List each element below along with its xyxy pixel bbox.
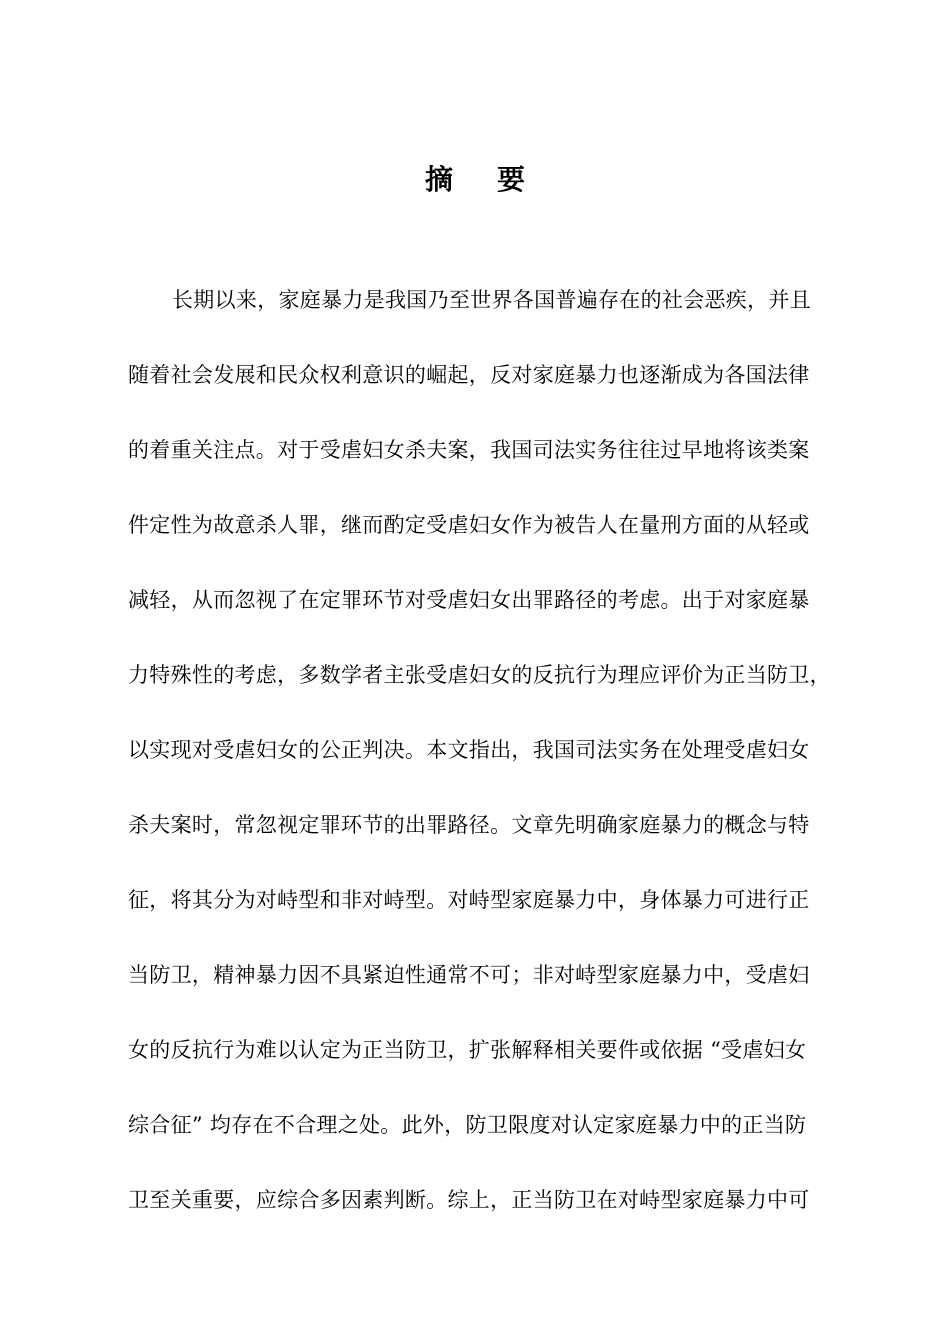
paragraph-line: 综合征” 均存在不合理之处。此外，防卫限度对认定家庭暴力中的正当防 — [128, 1113, 807, 1137]
title-char-2: 要 — [497, 163, 526, 196]
paragraph-line: 力特殊性的考虑，多数学者主张受虐妇女的反抗行为理应评价为正当防卫， — [128, 663, 831, 687]
paragraph-line: 女的反抗行为难以认定为正当防卫，扩张解释相关要件或依据 “受虐妇女 — [128, 1038, 807, 1062]
paragraph-line: 随着社会发展和民众权利意识的崛起，反对家庭暴力也逐渐成为各国法律 — [128, 363, 810, 387]
paragraph-line: 当防卫，精神暴力因不具紧迫性通常不可；非对峙型家庭暴力中，受虐妇 — [128, 963, 810, 987]
paragraph-line: 减轻，从而忽视了在定罪环节对受虐妇女出罪路径的考虑。出于对家庭暴 — [128, 588, 810, 612]
paragraph-line: 杀夫案时，常忽视定罪环节的出罪路径。文章先明确家庭暴力的概念与特 — [128, 813, 810, 837]
page-title — [0, 160, 950, 200]
paragraph-line: 长期以来，家庭暴力是我国乃至世界各国普遍存在的社会恶疾，并且 — [172, 288, 811, 312]
paragraph-line: 以实现对受虐妇女的公正判决。本文指出，我国司法实务在处理受虐妇女 — [128, 738, 810, 762]
abstract-paragraph — [128, 280, 868, 1255]
title-char-1: 摘 — [424, 163, 453, 196]
paragraph-line: 卫至关重要，应综合多因素判断。综上，正当防卫在对峙型家庭暴力中可 — [128, 1188, 810, 1212]
paragraph-line: 件定性为故意杀人罪，继而酌定受虐妇女作为被告人在量刑方面的从轻或 — [128, 513, 810, 537]
paragraph-line: 的着重关注点。对于受虐妇女杀夫案，我国司法实务往往过早地将该类案 — [128, 438, 810, 462]
paragraph-line: 征，将其分为对峙型和非对峙型。对峙型家庭暴力中，身体暴力可进行正 — [128, 888, 810, 912]
